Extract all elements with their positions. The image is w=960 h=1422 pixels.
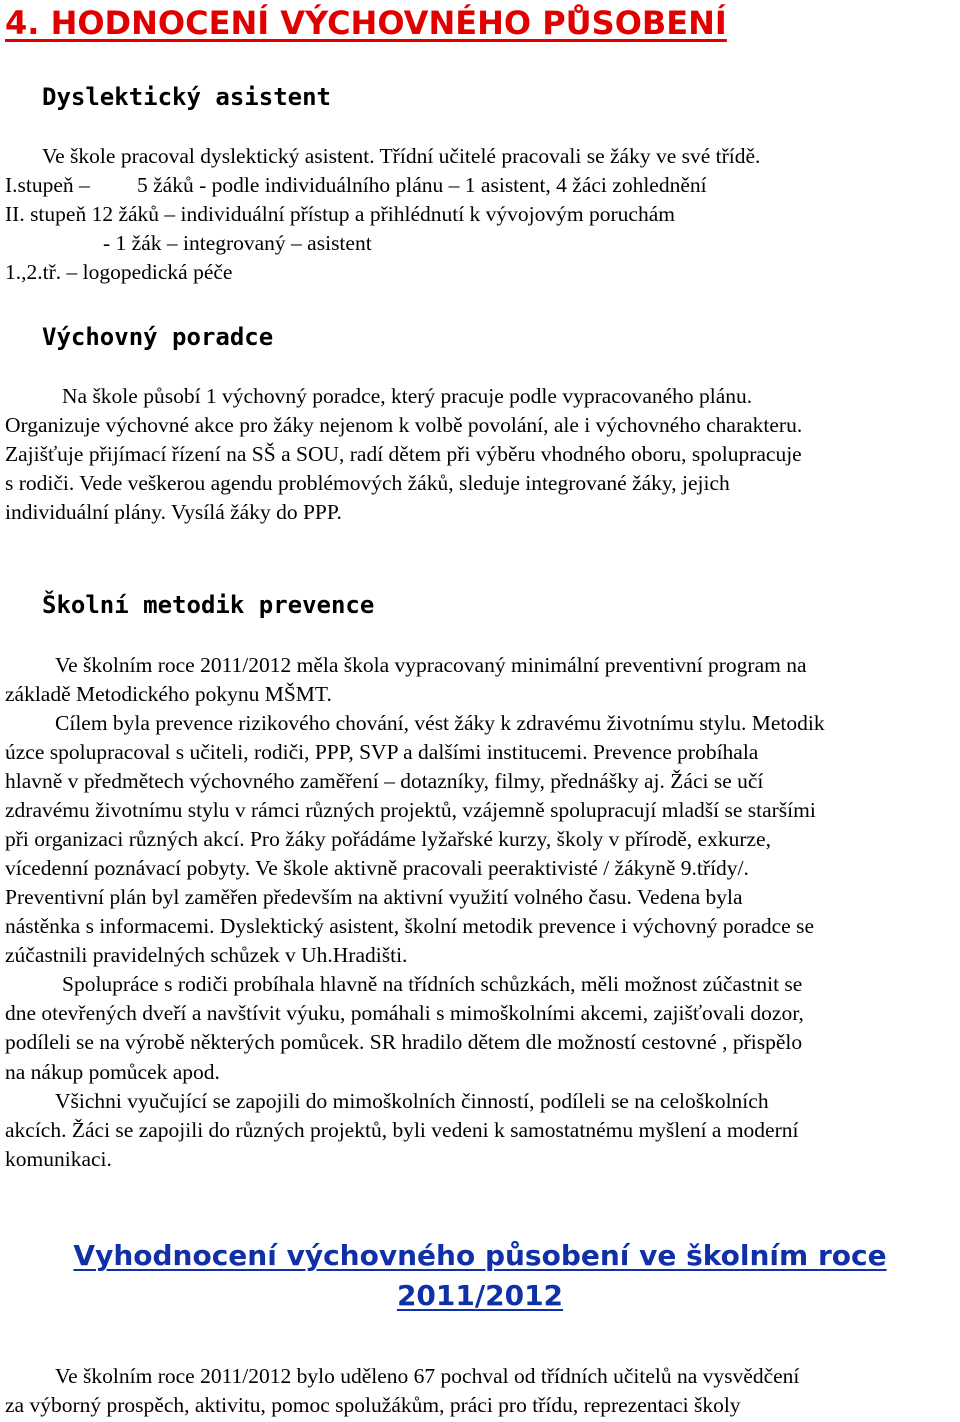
prevention-line: podíleli se na výrobě některých pomůcek. SR hradilo dětem dle možností cestovné , přispělo (5, 1030, 803, 1054)
dyslexic-line: - 1 žák – integrovaný – asistent (103, 231, 372, 255)
dyslexic-line: II. stupeň 12 žáků – individuální přístup a přihlédnutí k vývojovým poruchám (5, 202, 675, 226)
evaluation-line: za výborný prospěch, aktivitu, pomoc spolužákům, práci pro třídu, reprezentaci školy (5, 1393, 741, 1417)
prevention-line: Cílem byla prevence rizikového chování, vést žáky k zdravému životnímu stylu. Metodik (55, 711, 825, 735)
prevention-line: hlavně v předmětech výchovného zaměření – dotazníky, filmy, přednášky aj. Žáci se učí (5, 769, 764, 793)
advisor-line: s rodiči. Vede veškerou agendu problémových žáků, sleduje integrované žáky, jejich (5, 471, 730, 495)
prevention-line: Všichni vyučující se zapojili do mimoškolních činností, podíleli se na celoškolních (55, 1089, 769, 1113)
prevention-line: Spolupráce s rodiči probíhala hlavně na třídních schůzkách, měli možnost zúčastnit se (62, 972, 803, 996)
prevention-line: základě Metodického pokynu MŠMT. (5, 682, 332, 706)
advisor-line: Zajišťuje přijímací řízení na SŠ a SOU, radí dětem při výběru vhodného oboru, spolupracuje (5, 442, 802, 466)
evaluation-heading-year: 2011/2012 (396, 1279, 564, 1312)
prevention-line: zdravému životnímu stylu v rámci různých projektů, vzájemně spolupracují mladší se staršími (5, 798, 816, 822)
dyslexic-line: 1.,2.tř. – logopedická péče (5, 260, 233, 284)
prevention-line: dne otevřených dveří a navštívit výuku, pomáhali s mimoškolními akcemi, zajišťovali dozor, (5, 1001, 804, 1025)
prevention-heading: Školní metodik prevence (42, 591, 375, 619)
prevention-line: zúčastnili pravidelných schůzek v Uh.Hradišti. (5, 943, 408, 967)
prevention-line: při organizaci různých akcí. Pro žáky pořádáme lyžařské kurzy, školy v přírodě, exkurze, (5, 827, 771, 851)
evaluation-line: Ve školním roce 2011/2012 bylo uděleno 67 pochval od třídních učitelů na vysvědčení (55, 1364, 800, 1388)
prevention-line: Ve školním roce 2011/2012 měla škola vypracovaný minimální preventivní program na (55, 653, 807, 677)
prevention-line: nástěnka s informacemi. Dyslektický asistent, školní metodik prevence i výchovný poradce se (5, 914, 815, 938)
prevention-line: vícedenní poznávací pobyty. Ve škole aktivně pracovali peeraktivisté / žákyně 9.třídy/. (5, 856, 749, 880)
advisor-line: Na škole působí 1 výchovný poradce, který pracuje podle vypracovaného plánu. (62, 384, 753, 408)
main-heading: 4. HODNOCENÍ VÝCHOVNÉHO PŮSOBENÍ (5, 4, 727, 42)
advisor-line: individuální plány. Vysílá žáky do PPP. (5, 500, 342, 524)
prevention-line: úzce spolupracoval s učiteli, rodiči, PPP, SVP a dalšími institucemi. Prevence probíhala (5, 740, 759, 764)
dyslexic-line: Ve škole pracoval dyslektický asistent. Třídní učitelé pracovali se žáky ve své třídě. (42, 144, 761, 168)
dyslexic-line: I.stupeň – (5, 173, 90, 197)
dyslexic-line: 5 žáků - podle individuálního plánu – 1 asistent, 4 žáci zohlednění (137, 173, 707, 197)
prevention-line: komunikaci. (5, 1147, 112, 1171)
prevention-line: na nákup pomůcek apod. (5, 1060, 220, 1084)
dyslexic-assistant-heading: Dyslektický asistent (42, 83, 331, 111)
advisor-line: Organizuje výchovné akce pro žáky nejenom k volbě povolání, ale i výchovného charakteru. (5, 413, 803, 437)
prevention-line: akcích. Žáci se zapojili do různých projektů, byli vedeni k samostatnému myšlení a moderní (5, 1118, 799, 1142)
advisor-heading: Výchovný poradce (42, 323, 274, 351)
prevention-line: Preventivní plán byl zaměřen především na aktivní využití volného času. Vedena byla (5, 885, 743, 909)
evaluation-heading: Vyhodnocení výchovného působení ve školním roce (73, 1239, 887, 1272)
